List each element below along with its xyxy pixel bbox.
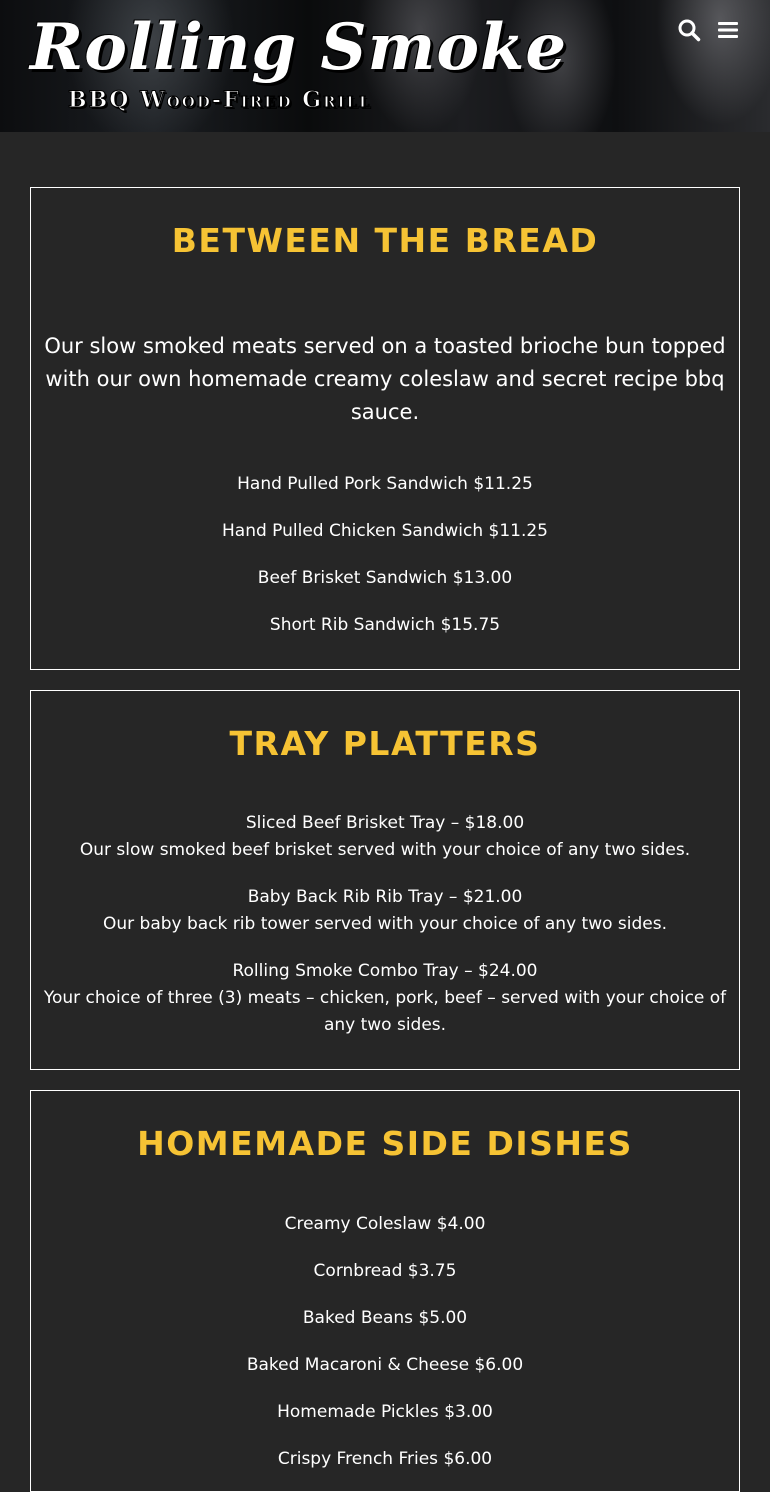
site-header — [0, 0, 770, 132]
menu-item-name: Rolling Smoke Combo Tray – $24.00 — [232, 961, 538, 981]
section-intro: Our slow smoked meats served on a toasted brioche bun topped with our own homemade creamy coleslaw and secret recipe bbq sauce. — [44, 334, 726, 424]
logo-tagline: BBQ Wood-Fired Grill — [68, 87, 372, 113]
menu-item: Crispy French Fries $6.00 — [277, 1449, 493, 1469]
menu-item: Hand Pulled Pork Sandwich $11.25 — [237, 474, 533, 494]
section-title: HOMEMADE SIDE DISHES — [137, 1124, 633, 1163]
menu-item: Short Rib Sandwich $15.75 — [269, 615, 501, 635]
menu-section-side-dishes — [30, 1090, 740, 1492]
menu-item: Creamy Coleslaw $4.00 — [284, 1214, 486, 1234]
menu-item-description: Our slow smoked beef brisket served with your choice of any two sides. — [79, 840, 691, 860]
menu-item: Beef Brisket Sandwich $13.00 — [257, 568, 513, 588]
menu-icon[interactable] — [716, 18, 740, 42]
logo-wordmark[interactable]: Rolling Smoke — [30, 10, 568, 85]
section-title: BETWEEN THE BREAD — [171, 221, 599, 260]
menu-item-description: Our baby back rib tower served with your choice of any two sides. — [102, 914, 668, 934]
menu-item-name: Baby Back Rib Rib Tray – $21.00 — [247, 887, 523, 907]
menu-section-tray-platters — [30, 690, 740, 1070]
menu-section-between-the-bread — [30, 187, 740, 670]
menu-item: Cornbread $3.75 — [313, 1261, 457, 1281]
menu-item: Hand Pulled Chicken Sandwich $11.25 — [222, 521, 548, 541]
menu-item: Baked Macaroni & Cheese $6.00 — [246, 1355, 524, 1375]
search-icon[interactable] — [677, 18, 701, 42]
menu-item: Baked Beans $5.00 — [302, 1308, 468, 1328]
menu-item-name: Sliced Beef Brisket Tray – $18.00 — [245, 813, 525, 833]
menu-item-description: Your choice of three (3) meats – chicken, pork, beef – served with your choice of any two sides. — [43, 988, 727, 1035]
menu-item: Homemade Pickles $3.00 — [277, 1402, 493, 1422]
section-title: TRAY PLATTERS — [229, 724, 541, 763]
